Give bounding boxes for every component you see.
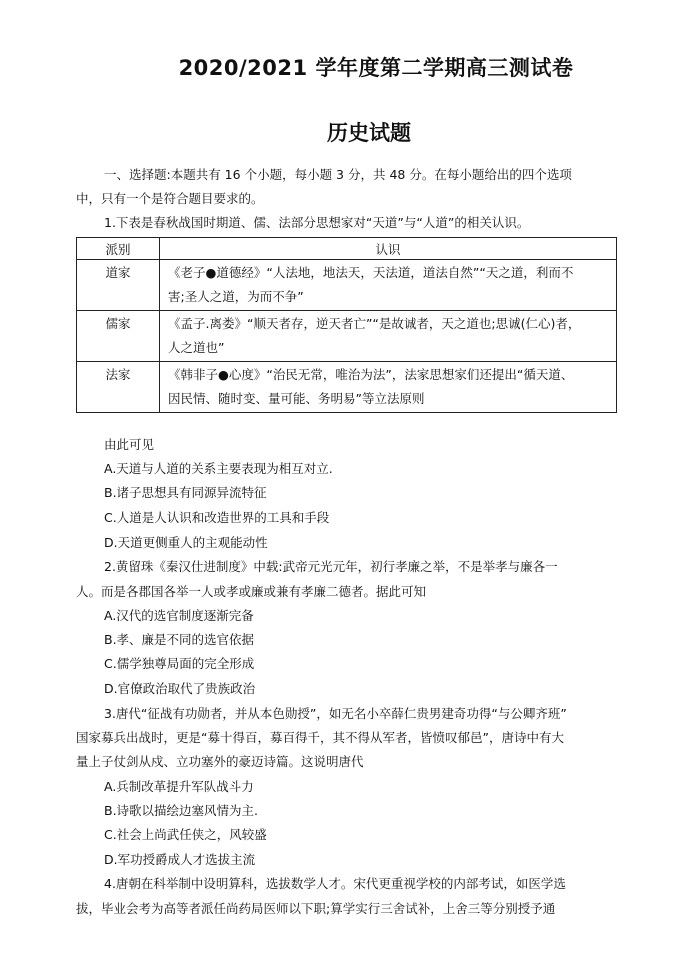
- view-cell: [160, 260, 617, 311]
- table-header-row: [77, 238, 617, 260]
- question-3-option-d: D.军功授爵成人才选拔主流: [104, 852, 256, 867]
- question-3-option-b: B.诗歌以描绘边塞风情为主.: [104, 803, 259, 818]
- question-2-stem-line-2: 人。而是各郡国各举一人或孝或廉或兼有孝廉二德者。据此可知: [76, 584, 427, 599]
- table-row: [77, 260, 617, 311]
- view-line: 《孟子.离娄》“顺天者存，逆天者亡”“是故诚者，天之道也;思诚(仁心)者，: [168, 316, 581, 331]
- exam-title: 2020/2021 学年度第二学期高三测试卷: [178, 56, 574, 80]
- question-3-option-a: A.兵制改革提升军队战斗力: [104, 779, 254, 794]
- question-4-stem-line-1: 4.唐朝在科举制中设明算科，选拔数学人才。宋代更重视学校的内部考试，如医学选: [104, 876, 566, 891]
- question-2-option-d: D.官僚政治取代了贵族政治: [104, 681, 256, 696]
- question-1-option-a: A.天道与人道的关系主要表现为相互对立.: [104, 461, 333, 476]
- school-cell: 法家: [77, 362, 160, 413]
- question-4-stem-line-2: 拔，毕业会考为高等者派任尚药局医师以下职;算学实行三舍试补，上舍三等分别授予通: [76, 901, 556, 916]
- instructions-line-2: 中，只有一个是符合题目要求的。: [76, 191, 264, 206]
- view-cell: [160, 311, 617, 362]
- question-2-stem-line-1: 2.黄留珠《秦汉仕进制度》中载:武帝元光元年，初行孝廉之举，不是举孝与廉各一: [104, 559, 558, 574]
- table-header-school: 派别: [77, 238, 160, 260]
- question-1-option-d: D.天道更侧重人的主观能动性: [104, 535, 268, 550]
- school-cell: 儒家: [77, 311, 160, 362]
- school-cell: 道家: [77, 260, 160, 311]
- table-row: [77, 362, 617, 413]
- question-2-option-c: C.儒学独尊局面的完全形成: [104, 656, 255, 671]
- question-2-option-a: A.汉代的选官制度逐渐完备: [104, 608, 254, 623]
- question-3-option-c: C.社会上尚武任侠之，风较盛: [104, 827, 267, 842]
- thought-comparison-table: [76, 237, 617, 413]
- view-line: 《老子●道德经》“人法地，地法天，天法道，道法自然”“天之道，利而不: [168, 265, 574, 280]
- question-2-option-b: B.孝、廉是不同的选官依据: [104, 632, 255, 647]
- question-1-option-b: B.诸子思想具有同源异流特征: [104, 485, 267, 500]
- question-3-stem-line-2: 国家募兵出战时，更是“募十得百，募百得千，其不得从军者，皆愤叹郁邑”，唐诗中有大: [76, 730, 564, 745]
- question-1-lead: 由此可见: [104, 437, 155, 452]
- instructions-line-1: 一、选择题:本题共有 16 个小题，每小题 3 分，共 48 分。在每小题给出的四个选项: [104, 167, 572, 182]
- view-cell: [160, 362, 617, 413]
- view-line: 因民情、随时变、量可能、务明易”等立法原则: [168, 391, 425, 406]
- question-1-stem: 1.下表是春秋战国时期道、儒、法部分思想家对“天道”与“人道”的相关认识。: [104, 215, 530, 230]
- view-line: 《韩非子●心度》“治民无常，唯治为法”，法家思想家们还提出“循天道、: [168, 367, 574, 382]
- subject-title: 历史试题: [327, 121, 411, 145]
- table-row: [77, 311, 617, 362]
- view-line: 人之道也”: [168, 340, 225, 355]
- question-3-stem-line-1: 3.唐代“征战有功勋者，并从本色勋授”，如无名小卒薛仁贵男建奇功得“与公卿齐班”: [104, 706, 567, 721]
- question-3-stem-line-3: 量上子仗剑从戍、立功塞外的豪迈诗篇。这说明唐代: [76, 754, 364, 769]
- table-header-view: 认识: [160, 238, 617, 260]
- view-line: 害;圣人之道，为而不争”: [168, 289, 304, 304]
- question-1-option-c: C.人道是人认识和改造世界的工具和手段: [104, 510, 330, 525]
